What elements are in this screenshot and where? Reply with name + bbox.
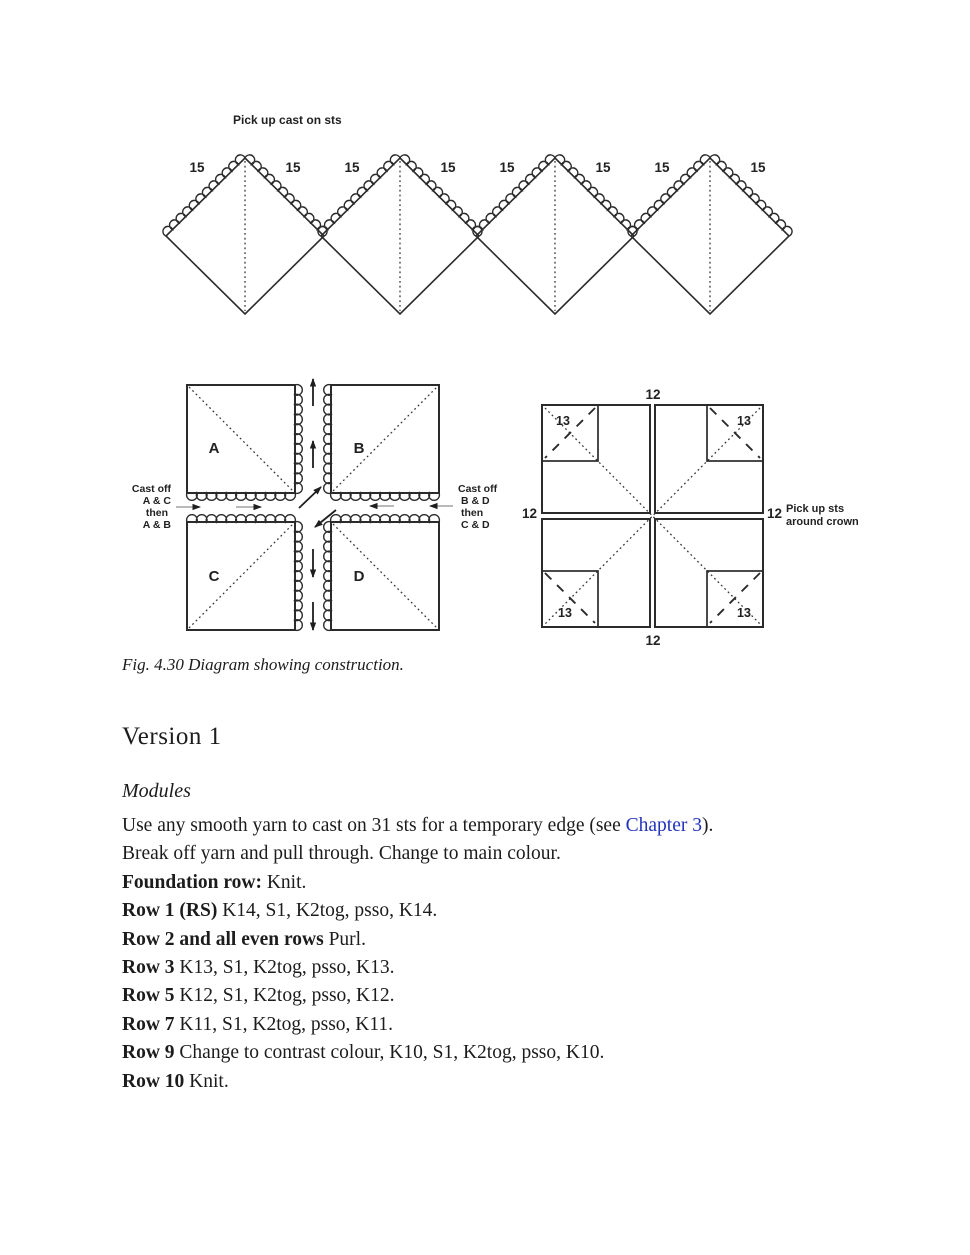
module-square-d [324, 515, 440, 631]
instruction-line [122, 897, 912, 925]
picot-edge [331, 515, 440, 522]
module-label-c: C [208, 568, 220, 585]
instruction-line [122, 1039, 912, 1067]
text-segment: K12, S1, K2tog, psso, K12. [174, 985, 395, 1007]
instruction-line [122, 1068, 912, 1096]
text-segment: Knit. [184, 1070, 229, 1092]
picot-edge [324, 385, 331, 494]
instruction-line [122, 812, 912, 840]
module-square-b [324, 385, 440, 501]
instruction-lines [122, 812, 912, 1096]
diamond-module-1 [163, 155, 327, 314]
cast-off-label-left [132, 483, 172, 531]
corner-count: 13 [558, 606, 572, 620]
join-direction-arrows [176, 379, 453, 630]
modules-assembly-diagram [132, 379, 498, 630]
svg-text:B & D: B & D [461, 495, 490, 507]
picot-edge [324, 522, 331, 631]
text-segment: Change to contrast colour, K10, S1, K2tog, psso, K10. [174, 1042, 605, 1064]
stitch-count-label: 15 [344, 160, 360, 175]
crown-diagonal [545, 408, 760, 624]
text-segment: Foundation row: [122, 871, 262, 893]
instruction-line [122, 1011, 912, 1039]
text-segment: Row 2 and all even rows [122, 928, 324, 950]
module-label-d: D [353, 568, 365, 585]
text-segment: Purl. [323, 928, 366, 950]
module-square-a [187, 385, 303, 501]
text-segment: Row 5 [122, 985, 175, 1007]
stitch-count-label: 15 [654, 160, 670, 175]
stitch-count-label: 15 [440, 160, 456, 175]
text-segment: K13, S1, K2tog, psso, K13. [174, 956, 395, 978]
cast-off-label-right [458, 483, 498, 531]
text-segment: Break off yarn and pull through. Change to main colour. [122, 843, 561, 865]
section-heading: Version 1 [122, 723, 222, 750]
side-count-right: 12 [767, 506, 783, 521]
text-segment: Row 9 [122, 1042, 175, 1064]
crown-note-line1: Pick up sts [786, 503, 845, 515]
svg-text:Cast off: Cast off [458, 483, 498, 495]
svg-text:A & B: A & B [142, 519, 171, 531]
text-segment: Row 1 (RS) [122, 900, 218, 922]
crown-diagram [522, 387, 859, 648]
chapter-link[interactable]: Chapter 3 [625, 815, 702, 836]
figure-caption: Fig. 4.30 Diagram showing construction. [122, 655, 404, 674]
module-label-a: A [208, 440, 220, 457]
side-count-left: 12 [521, 506, 537, 521]
stitch-count-label: 15 [499, 160, 515, 175]
picot-edge [295, 522, 302, 631]
text-segment: K11, S1, K2tog, psso, K11. [174, 1013, 394, 1035]
stitch-count-label: 15 [285, 160, 301, 175]
text-segment: K14, S1, K2tog, psso, K14. [217, 900, 438, 922]
crown-diagonal [545, 408, 760, 624]
svg-text:then: then [145, 507, 168, 519]
instruction-line [122, 982, 912, 1010]
side-count-bottom: 12 [645, 633, 661, 648]
module-label-b: B [353, 440, 365, 457]
corner-dart-line [710, 573, 760, 623]
instruction-line [122, 926, 912, 954]
instruction-line [122, 840, 912, 868]
diamond-module-2 [318, 155, 482, 314]
diamond-strip-diagram [163, 113, 792, 314]
svg-text:then: then [461, 507, 484, 519]
stitch-count-label: 15 [189, 160, 205, 175]
corner-count: 13 [556, 414, 570, 428]
diamond-module-3 [473, 155, 637, 314]
picot-edge [331, 493, 440, 500]
text-segment: Row 3 [122, 956, 175, 978]
text-segment: Use any smooth yarn to cast on 31 sts for a temporary edge (see [122, 815, 626, 836]
text-segment: Row 7 [122, 1013, 175, 1035]
diamond-module-4 [628, 155, 792, 314]
text-segment: Row 10 [122, 1070, 185, 1092]
svg-text:C & D: C & D [461, 519, 490, 531]
corner-count: 13 [737, 606, 751, 620]
stitch-count-label: 15 [595, 160, 611, 175]
instruction-line [122, 869, 912, 897]
corner-count: 13 [737, 414, 751, 428]
text-segment: ). [701, 815, 714, 836]
picot-edge [295, 385, 302, 494]
stitch-count-label: 15 [750, 160, 766, 175]
svg-text:A & C: A & C [142, 495, 171, 507]
instruction-line [122, 954, 912, 982]
side-count-top: 12 [645, 387, 661, 402]
strip-diagram-label: Pick up cast on sts [233, 113, 342, 127]
svg-text:Cast off: Cast off [131, 483, 171, 495]
text-segment: Knit. [261, 871, 307, 893]
crown-note-line2: around crown [786, 516, 859, 528]
subsection-heading: Modules [122, 780, 191, 802]
picot-edge [187, 515, 296, 522]
picot-edge [187, 493, 296, 500]
module-square-c [187, 515, 303, 631]
